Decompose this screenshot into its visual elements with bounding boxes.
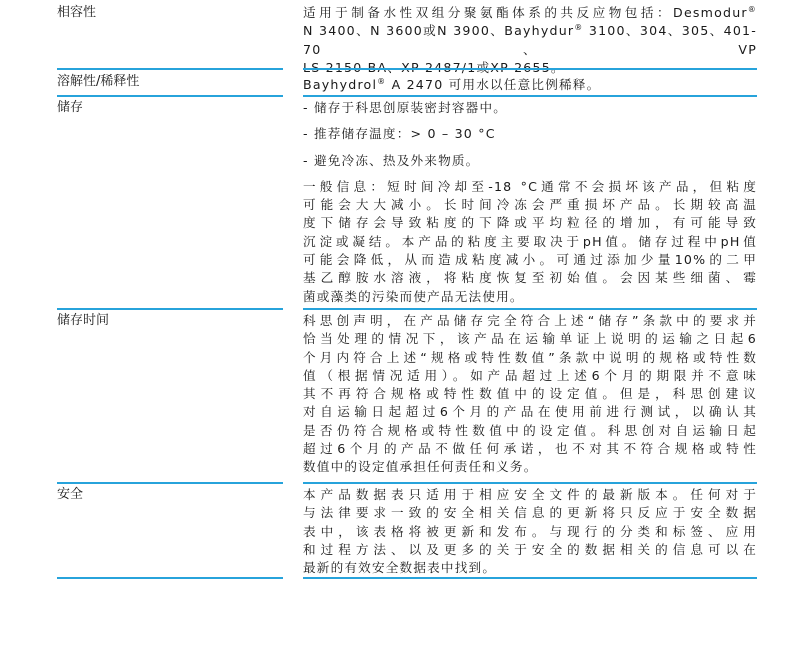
divider-right-4 [303,482,757,484]
storage-item-2: - 推荐储存温度：> 0 – 30 °C [303,126,496,142]
divider-right-3 [303,308,757,310]
section-label-compatibility: 相容性 [57,5,97,20]
divider-right-5 [303,577,757,579]
section-content-solubility [303,76,757,94]
section-content-compatibility [303,4,757,77]
divider-left-3 [57,308,283,310]
section-label-solubility: 溶解性/稀释性 [57,74,140,89]
compatibility-line-3: LS 2150 BA、XP 2487/1或XP 2655。 [303,59,565,75]
section-content-safety: 本产品数据表只适用于相应安全文件的最新版本。任何对于 与法律要求一致的安全相关信息的更新将只反应于安全数据 表中，该表格将被更新和发布。与现行的分类和标签、应用 和过程方法、以及更多的关于安全的数据相关的信息可以在 最新的有效安全数据表中找到。 [303,487,757,576]
storage-item-3: - 避免冷冻、热及外来物质。 [303,152,480,168]
divider-left-4 [57,482,283,484]
divider-left-2 [57,95,283,97]
section-content-shelf-life: 科思创声明，在产品储存完全符合上述“储存”条款中的要求并 恰当处理的情况下，该产品在运输单证上说明的运输之日起6 个月内符合上述“规格或特性数值”条款中说明的规格或特性数 值（根据情况适用）。如产品超过上述6个月的期限并不意味 其不再符合规格或特性数值中的设定值。但是，科思创建议 对自运输日起超过6个月的产品在使用前进行测试，以确认其 是否仍符合规格或特性数值中的设定值。科思创对自运输日起 超过6个月的产品不做任何承诺，也不对其不符合规格或特性 数值中的设定值承担任何责任和义务。 [303,313,757,475]
section-content-storage [303,99,757,306]
divider-right-1 [303,68,757,70]
storage-item-1: - 储存于科思创原装密封容器中。 [303,100,508,115]
section-label-shelf-life: 储存时间 [57,313,110,328]
section-label-storage: 储存 [57,100,84,115]
storage-general-info: 一般信息：短时间冷却至-18 °C通常不会损坏该产品，但粘度 可能会大大减小。长时间冷冻会严重损坏产品。长期较高温 度下储存会导致粘度的下降或平均粒径的增加，有可能导致 沉淀或凝结。本产品的粘度主要取决于pH值。储存过程中pH值 可能会降低，从而造成粘度减小。可通过添加少量10%的二甲 基乙醇胺水溶液，将粘度恢复至初始值。会因某些细菌、霉 菌或藻类的污染而使产品无法使用。 [303,178,757,304]
solubility-line-1: Bayhydrol® A 2470 可用水以任意比例稀释。 [303,76,601,92]
section-label-safety: 安全 [57,487,84,502]
divider-left-1 [57,68,283,70]
compatibility-line-2: N 3400、N 3600或N 3900、Bayhydur® 3100、304、305、401-70、VP [303,23,758,57]
compatibility-line-1: 适用于制备水性双组分聚氨酯体系的共反应物包括：Desmodur® [303,4,757,20]
divider-left-5 [57,577,283,579]
divider-right-2 [303,95,757,97]
